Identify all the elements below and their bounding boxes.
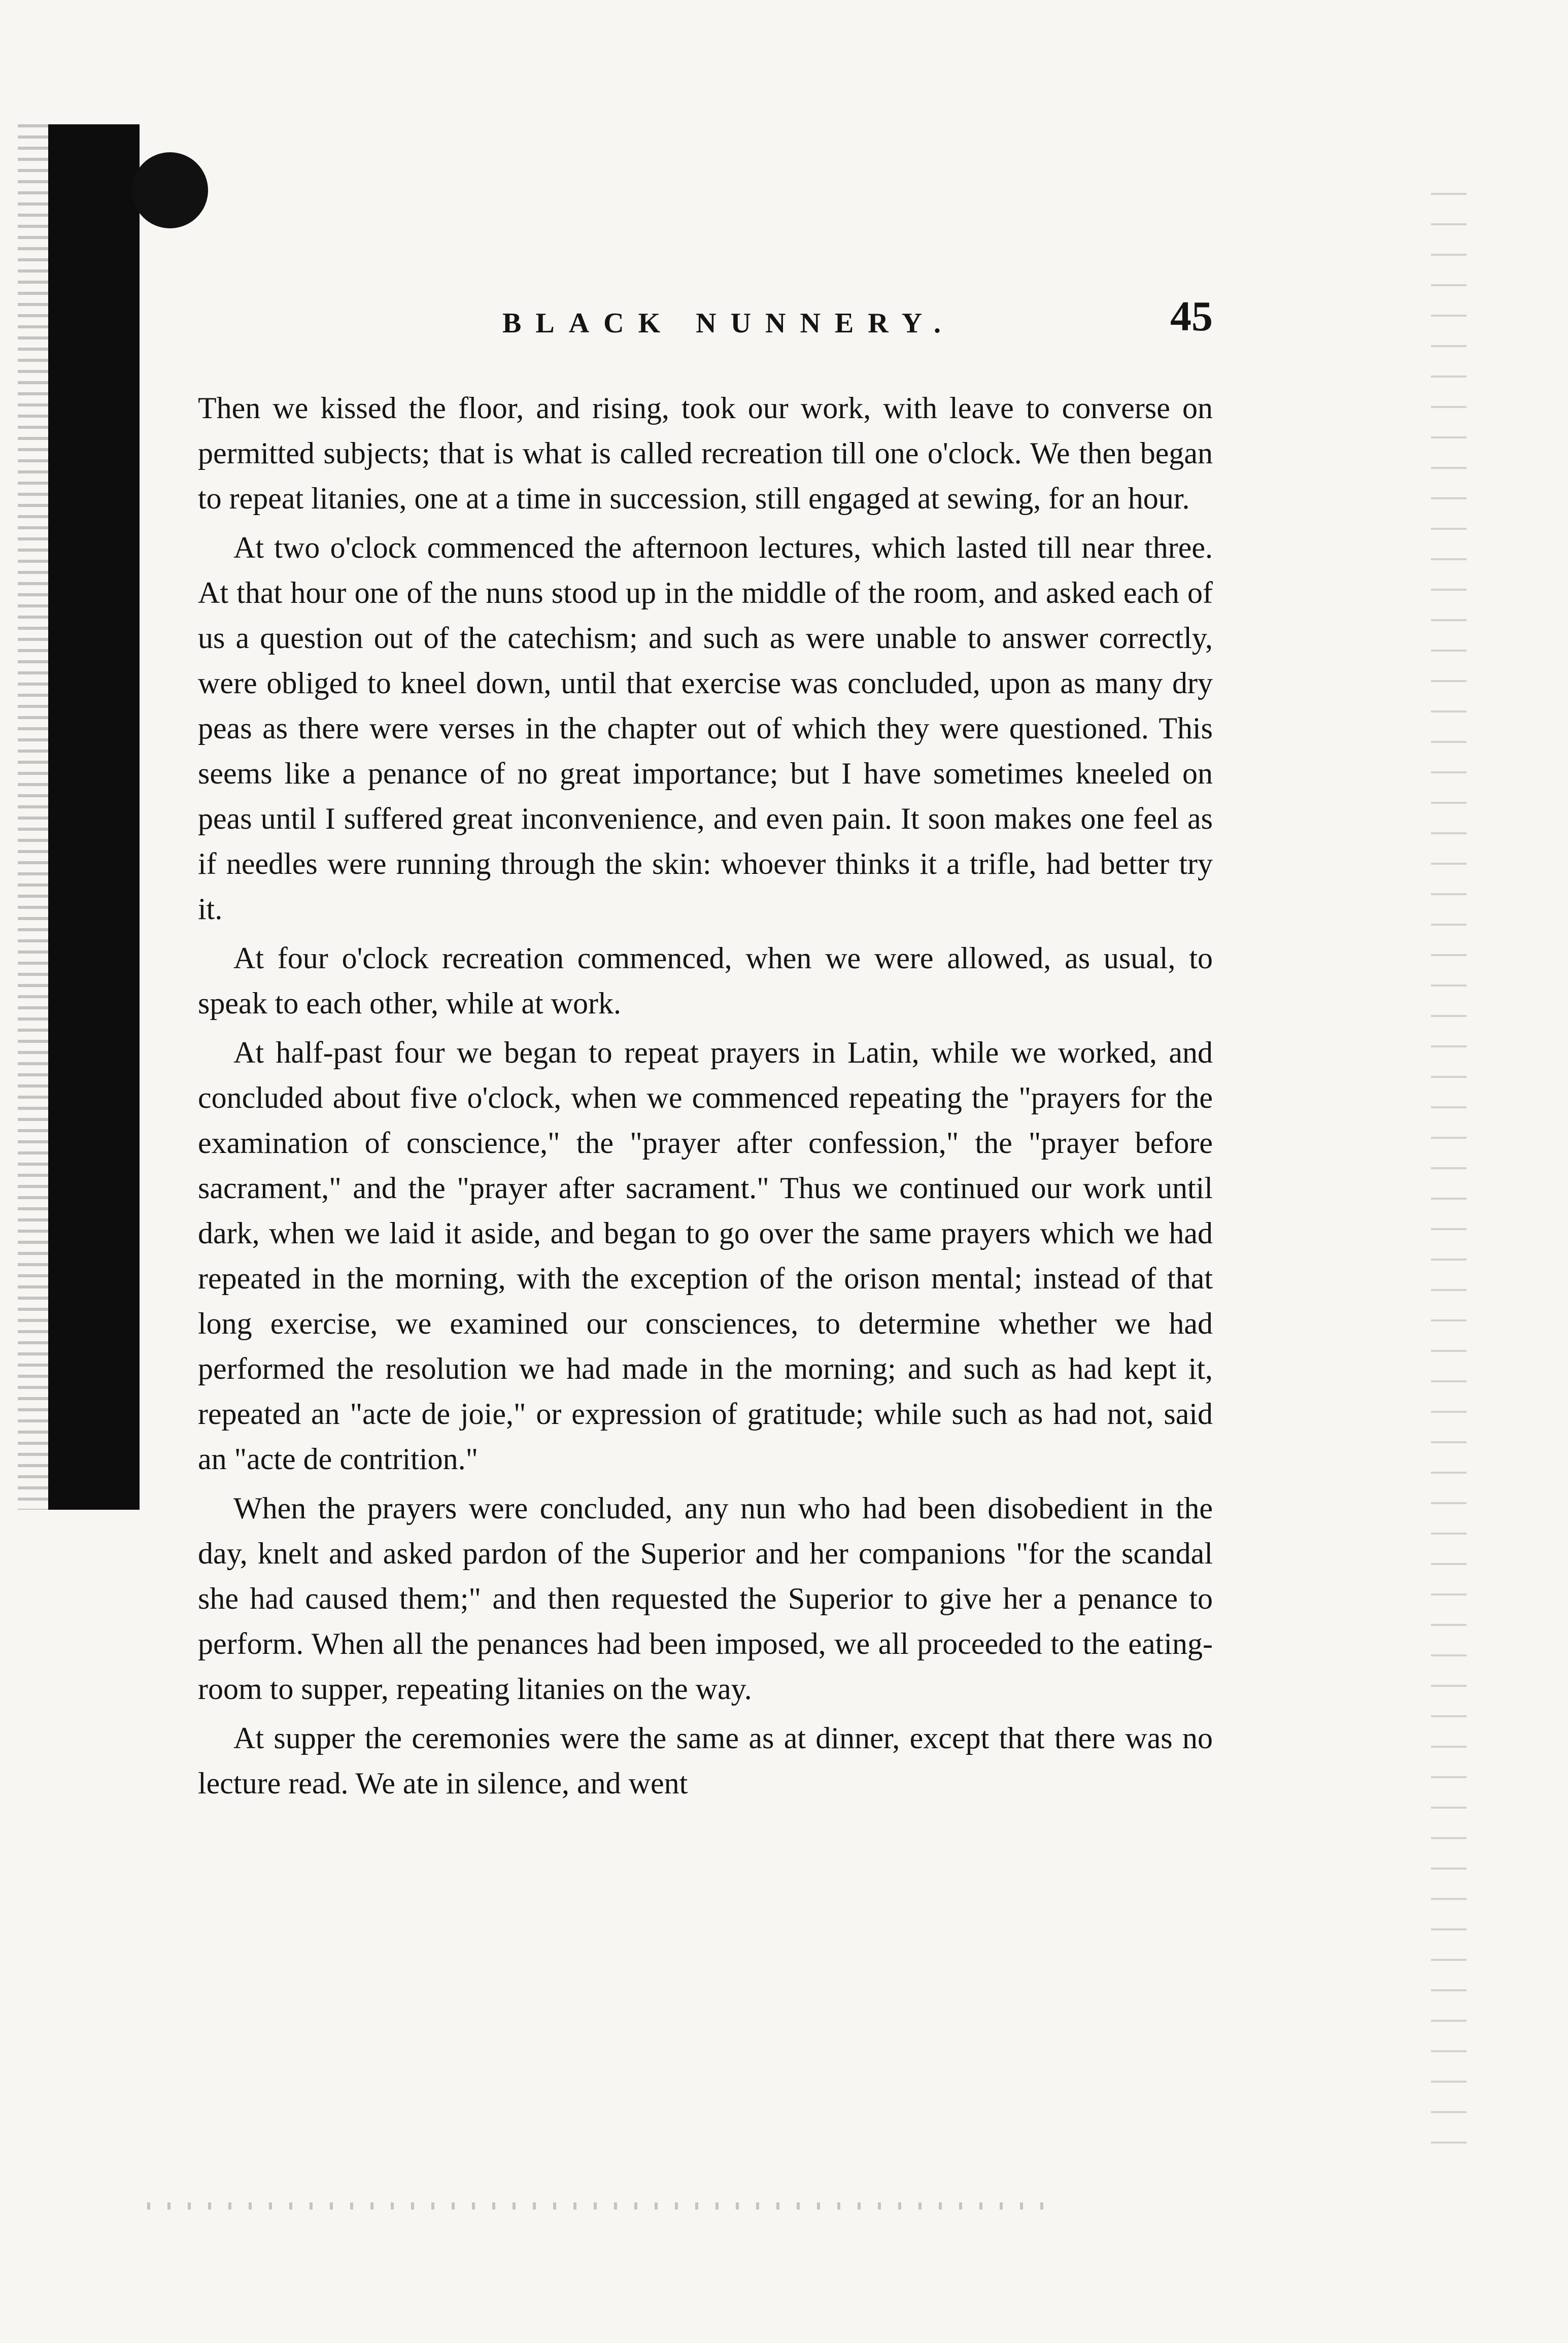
paragraph-2: At two o'clock commenced the afternoon lectures, which lasted till near three. At that hour one of the nuns stood up in the middle of the room, and asked each of us a question out of the catechism; and such as were unable to answer correctly, were obliged to kneel down, until that exercise was concluded, upon as many dry peas as there were verses in the chapter out of which they were questioned. This seems like a penance of no great importance; but I have sometimes kneeled on peas until I suffered great inconvenience, and even pain. It soon makes one feel as if needles were running through the skin: whoever thinks it a trifle, had better try it. xyxy=(198,531,1213,926)
paragraph-3: At four o'clock recreation commenced, when we were allowed, as usual, to speak to each other, while at work. xyxy=(198,941,1213,1020)
page-header xyxy=(198,292,1213,348)
body-text xyxy=(198,386,1213,1806)
paragraph-4: At half-past four we began to repeat prayers in Latin, while we worked, and concluded about five o'clock, when we commenced repeating the "prayers for the examination of conscience," the "prayer after confession," the "prayer before sacrament," and the "prayer after sacrament." Thus we continued our work until dark, when we laid it aside, and began to go over the same prayers which we had repeated in the morning, with the exception of the orison mental; instead of that long exercise, we examined our consciences, to determine whether we had performed the resolution we had made in the morning; and such as had kept it, repeated an "acte de joie," or expression of gratitude; while such as had not, said an "acte de contrition." xyxy=(198,1036,1213,1476)
scan-binding-shadow xyxy=(48,124,140,1510)
paragraph-6: At supper the ceremonies were the same as at dinner, except that there was no lecture read. We ate in silence, and went xyxy=(198,1721,1213,1800)
paragraph-5: When the prayers were concluded, any nun who had been disobedient in the day, knelt and asked pardon of the Superior and her companions "for the scandal she had caused them;" and then requested the Superior to give her a penance to perform. When all the penances had been imposed, we all proceeded to the eating-room to supper, repeating litanies on the way. xyxy=(198,1491,1213,1706)
scan-ink-blot xyxy=(132,152,208,228)
scan-bottom-noise xyxy=(147,2202,1061,2210)
paragraph-1: Then we kissed the floor, and rising, took our work, with leave to converse on permitted subjects; that is what is called recreation till one o'clock. We then began to repeat litanies, one at a time in succession, still engaged at sewing, for an hour. xyxy=(198,391,1213,515)
scan-edge-noise xyxy=(1431,193,1467,2172)
running-title: BLACK NUNNERY. xyxy=(502,308,956,339)
page-number: 45 xyxy=(1170,293,1213,340)
